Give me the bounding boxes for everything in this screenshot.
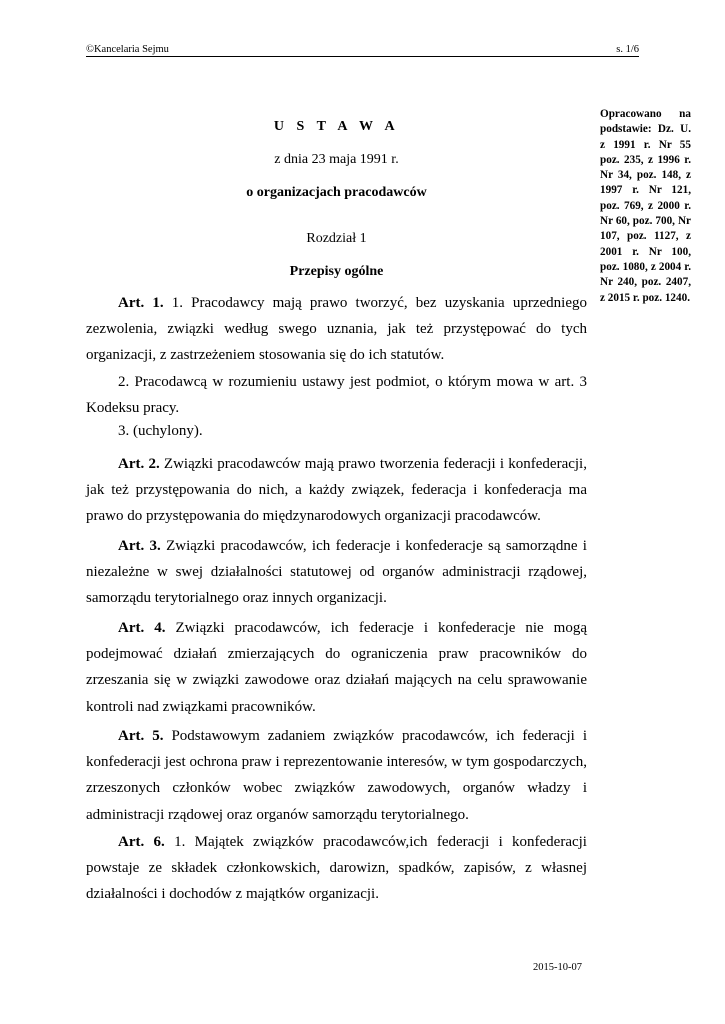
article-paragraph [86,290,587,369]
article-text: Związki pracodawców, ich federacje i konfederacje nie mogą podejmować działań zmierzających do ograniczenia praw pracowników do zrzeszania się w związki zawodowe oraz działań mających na celu sprawowanie kontroli nad związkami pracowników. [86,620,587,715]
document-date: z dnia 23 maja 1991 r. [274,152,399,167]
article-label: Art. 2. [118,456,160,472]
article-text: 1. Majątek związków pracodawców,ich federacji i konfederacji powstaje ze składek członkowskich, darowizn, spadków, zapisów, z własnej działalności i dochodów z majątków organizacji. [86,834,587,903]
article-text: 2. Pracodawcą w rozumieniu ustawy jest podmiot, o którym mowa w art. 3 Kodeksu pracy. [86,374,587,417]
header-divider [86,56,639,57]
article-paragraph [86,533,587,612]
article-text: 3. (uchylony). [118,423,203,439]
article-label: Art. 4. [118,620,166,636]
article-text: Związki pracodawców mają prawo tworzenia federacji i konfederacji, jak też przystępowania do nich, a każdy związek, federacja i konfederacja ma prawo do przystępowania do międzynarodowych organizacji pracodawców. [86,456,587,525]
article-label: Art. 5. [118,728,164,744]
article-paragraph [86,615,587,720]
article-label: Art. 6. [118,834,165,850]
article-paragraph [86,418,587,444]
article-text: Związki pracodawców, ich federacje i konfederacje są samorządne i niezależne w swej działalności statutowej od organów administracji rządowej, samorządu terytorialnego oraz innych organizacji. [86,538,587,607]
document-title: o organizacjach pracodawców [246,185,427,200]
footer-date: 2015-10-07 [533,962,582,973]
header-publisher: ©Kancelaria Sejmu [86,44,169,55]
article-text: Podstawowym zadaniem związków pracodawców, ich federacji i konfederacji jest ochrona praw i reprezentowanie interesów, w tym gospodarczych, zrzeszonych członków wobec związków zawodowych, organów władzy i administracji rządowej oraz organów samorządu terytorialnego. [86,728,587,823]
article-paragraph [86,451,587,530]
article-label: Art. 3. [118,538,161,554]
article-paragraph [86,369,587,421]
page-header [86,44,639,56]
article-paragraph [86,829,587,908]
header-page-number: s. 1/6 [616,44,639,55]
article-text: 1. Pracodawcy mają prawo tworzyć, bez uzyskania uprzedniego zezwolenia, związki według swego uznania, jak też przystępować do tych organizacji, z zastrzeżeniem stosowania się do ich statutów. [86,295,587,364]
document-type: U S T A W A [273,119,400,134]
chapter-number: Rozdział 1 [306,231,367,246]
article-label: Art. 1. [118,295,164,311]
article-paragraph [86,723,587,828]
source-note: Opracowano na podstawie: Dz. U. z 1991 r. Nr 55 poz. 235, z 1996 r. Nr 34, poz. 148, z 1997 r. Nr 121, poz. 769, z 2000 r. Nr 60, poz. 700, Nr 107, poz. 1127, z 2001 r. Nr 100, poz. 1080, z 2004 r. Nr 240, poz. 2407, z 2015 r. poz. 1240. [600,108,691,304]
chapter-title: Przepisy ogólne [289,264,384,279]
